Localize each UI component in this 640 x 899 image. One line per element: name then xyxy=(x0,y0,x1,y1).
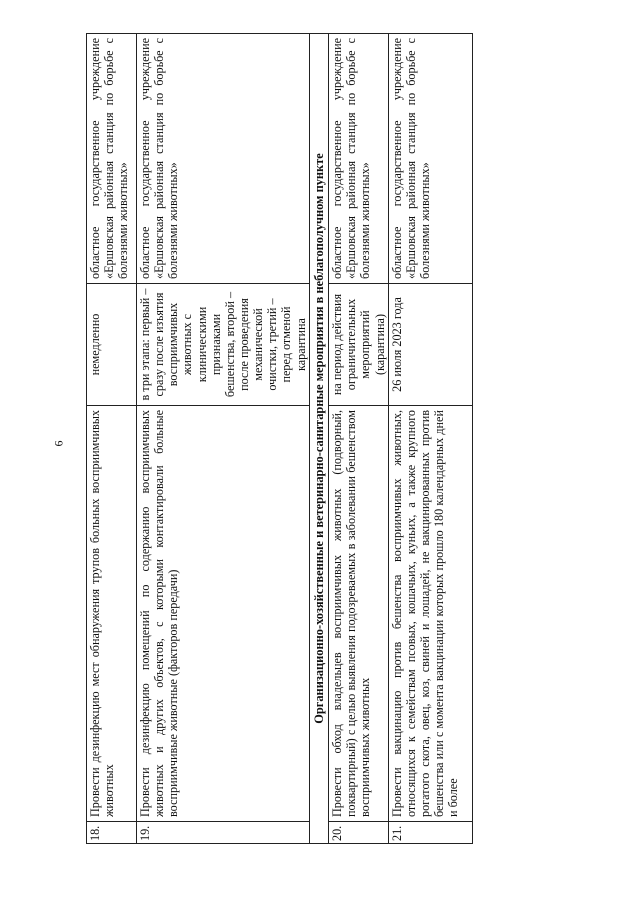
measure-responsible: областное государственное учреждение «Ершовская районная станция по борьбе с болезнями животных» xyxy=(137,34,310,284)
measure-description: Провести дезинфекцию помещений по содержанию восприимчивых животных и других объектов, с которыми контактировали больные восприимчивые животные (факторов передачи) xyxy=(137,406,310,822)
row-number: 21. xyxy=(388,822,472,844)
measure-deadline: немедленно xyxy=(87,284,137,406)
row-number: 20. xyxy=(329,822,389,844)
measures-table xyxy=(86,33,473,844)
measure-description: Провести вакцинацию против бешенства восприимчивых животных, относящихся к семействам псовых, кошачьих, куньих, а также крупного рогатого скота, овец, коз, свиней и лошадей, не вакцинированных против бешенства или с момента вакцинации которых прошло 180 календарных дней и более xyxy=(388,406,472,822)
measure-responsible: областное государственное учреждение «Ершовская районная станция по борьбе с болезнями животных» xyxy=(388,34,472,284)
measure-deadline: 26 июля 2023 года xyxy=(388,284,472,406)
row-number: 19. xyxy=(137,822,310,844)
measure-responsible: областное государственное учреждение «Ершовская районная станция по борьбе с болезнями животных» xyxy=(329,34,389,284)
row-number: 18. xyxy=(87,822,137,844)
page-number: 6 xyxy=(51,440,66,447)
table-row xyxy=(388,34,472,844)
measure-responsible: областное государственное учреждение «Ершовская районная станция по борьбе с болезнями животных» xyxy=(87,34,137,284)
rotated-page-content xyxy=(86,34,540,844)
measure-deadline: в три этапа: первый – сразу после изъятия восприимчивых животных с клиническими признаками бешенства, второй – после проведения механической очистки, третий – перед отменой карантина xyxy=(137,284,310,406)
section-title: Организационно-хозяйственные и ветеринарно-санитарные мероприятия в неблагополучном пункте xyxy=(309,34,328,844)
measure-deadline: на период действия ограничительных мероприятий (карантина) xyxy=(329,284,389,406)
table-row xyxy=(137,34,310,844)
measure-description: Провести обход владельцев восприимчивых животных (подворный, поквартирный) с целью выявления подозреваемых в заболевании бешенством восприимчивых животных xyxy=(329,406,389,822)
table-row xyxy=(329,34,389,844)
table-row xyxy=(87,34,137,844)
measure-description: Провести дезинфекцию мест обнаружения трупов больных восприимчивых животных xyxy=(87,406,137,822)
section-row xyxy=(309,34,328,844)
